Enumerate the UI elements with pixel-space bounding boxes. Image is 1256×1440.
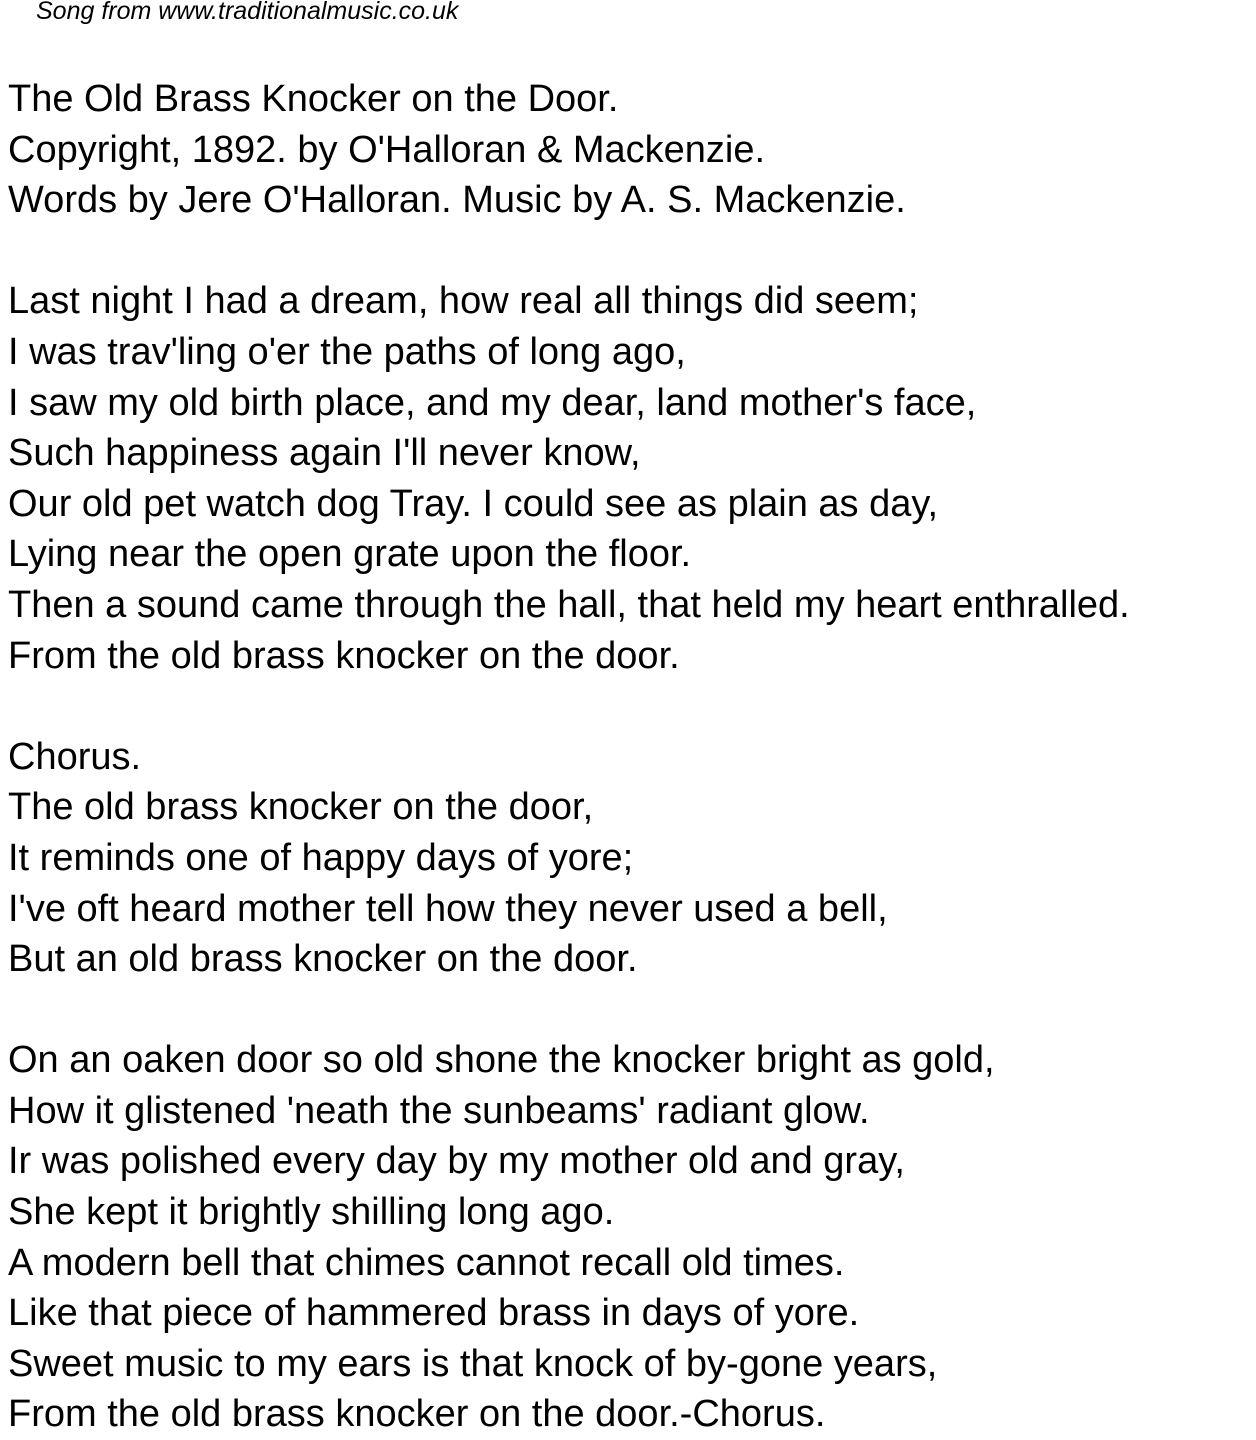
verse-2-line: Ir was polished every day by my mother old and gray, — [8, 1140, 905, 1183]
verse-2-line: From the old brass knocker on the door.-Chorus. — [8, 1393, 826, 1436]
copyright-line: Copyright, 1892. by O'Halloran & Mackenzie. — [8, 128, 766, 171]
verse-2-line: Sweet music to my ears is that knock of by-gone years, — [8, 1342, 938, 1385]
song-title: The Old Brass Knocker on the Door. — [8, 78, 619, 120]
blank-line — [8, 226, 1130, 277]
verse-1-line: I saw my old birth place, and my dear, land mother's face, — [8, 381, 977, 424]
verse-1-line: I was trav'ling o'er the paths of long ago, — [8, 330, 686, 373]
chorus-line: I've oft heard mother tell how they never used a bell, — [8, 887, 888, 930]
verse-1-line: Then a sound came through the hall, that held my heart enthralled. — [8, 583, 1130, 626]
source-credit: Song from www.traditionalmusic.co.uk — [36, 0, 459, 25]
verse-2-line: On an oaken door so old shone the knocker bright as gold, — [8, 1039, 995, 1082]
blank-line — [8, 681, 1130, 732]
verse-2-line: How it glistened 'neath the sunbeams' radiant glow. — [8, 1089, 870, 1132]
verse-2-line: She kept it brightly shilling long ago. — [8, 1191, 615, 1234]
verse-1-line: From the old brass knocker on the door. — [8, 634, 680, 677]
chorus-line: It reminds one of happy days of yore; — [8, 836, 634, 879]
chorus-line: But an old brass knocker on the door. — [8, 938, 638, 981]
credits-line: Words by Jere O'Halloran. Music by A. S. Mackenzie. — [8, 179, 906, 222]
verse-1-line: Such happiness again I'll never know, — [8, 432, 641, 475]
verse-1-line: Our old pet watch dog Tray. I could see as plain as day, — [8, 482, 939, 525]
lyrics-text — [8, 74, 1130, 1440]
verse-2-line: A modern bell that chimes cannot recall old times. — [8, 1241, 845, 1284]
verse-1-line: Lying near the open grate upon the floor. — [8, 533, 692, 576]
chorus-heading: Chorus. — [8, 735, 142, 778]
verse-2-line: Like that piece of hammered brass in days of yore. — [8, 1292, 860, 1335]
verse-1-line: Last night I had a dream, how real all things did seem; — [8, 280, 919, 323]
blank-line — [8, 985, 1130, 1036]
chorus-line: The old brass knocker on the door, — [8, 786, 594, 829]
